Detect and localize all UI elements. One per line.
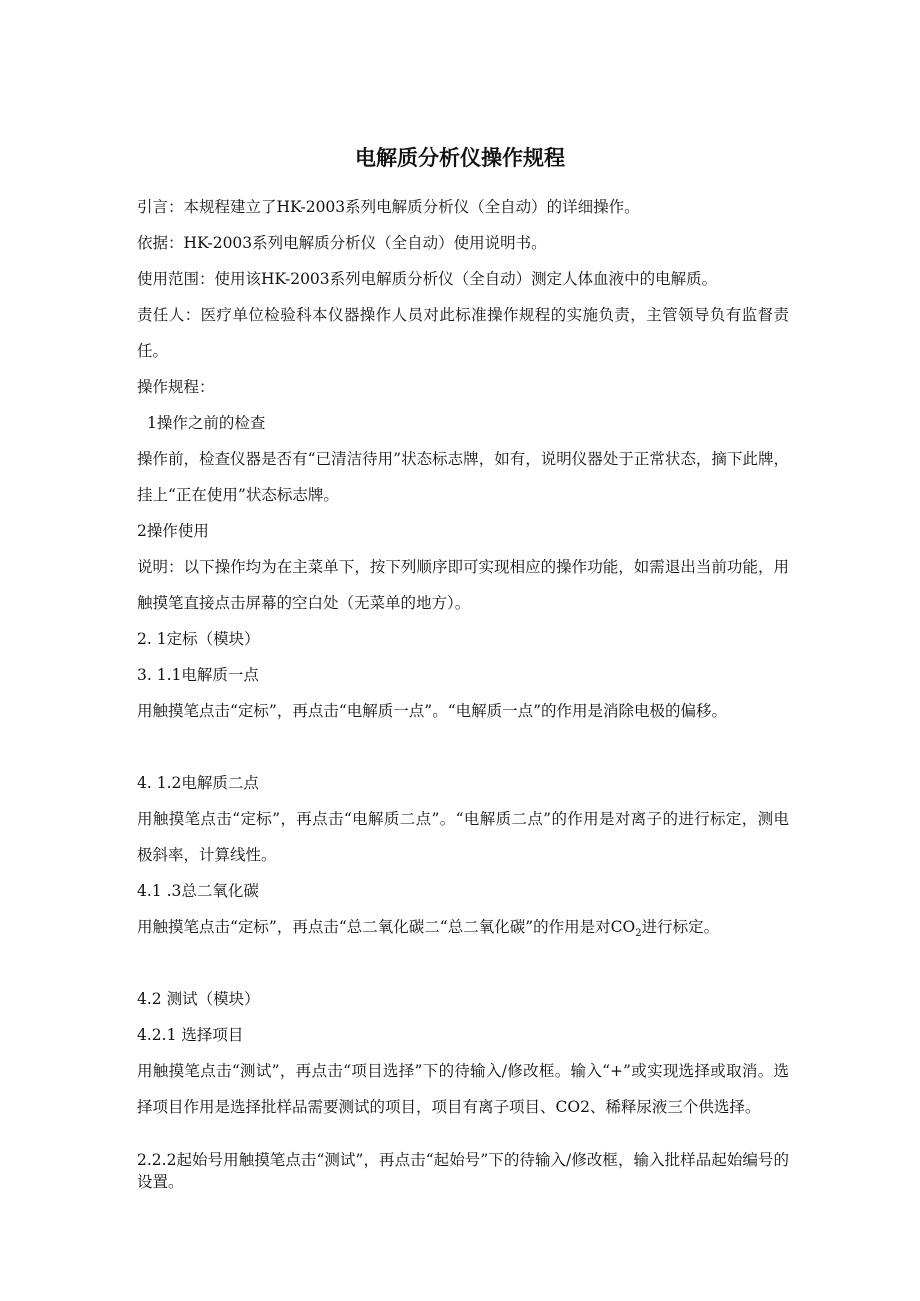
section-2-heading: 2操作使用 xyxy=(137,522,209,540)
section-1-heading: 1操作之前的检查 xyxy=(147,414,266,432)
section-4-2-heading: 4.2 测试（模块） xyxy=(137,990,260,1008)
basis-paragraph: 依据：HK-2003系列电解质分析仪（全自动）使用说明书。 xyxy=(137,234,547,252)
co2-subscript: 2 xyxy=(635,928,642,940)
section-4-1-3-body-end: 进行标定。 xyxy=(641,918,720,936)
section-4-1-2-body: 用触摸笔点击“定标”，再点击“电解质二点”。“电解质二点”的作用是对离子的进行标定，测电极斜率，计算线性。 xyxy=(137,810,789,864)
section-2-1-heading: 2. 1定标（模块） xyxy=(137,630,260,648)
section-4-1-3-body-text: 用触摸笔点击“定标”，再点击“总二氧化碳二“总二氧化碳”的作用是对CO xyxy=(137,918,636,936)
section-3-1-1-heading: 3. 1.1电解质一点 xyxy=(137,666,259,684)
procedure-label: 操作规程： xyxy=(137,378,215,396)
scope-paragraph: 使用范围：使用该HK-2003系列电解质分析仪（全自动）测定人体血液中的电解质。 xyxy=(137,270,718,288)
section-2-2-2-body: 2.2.2起始号用触摸笔点击“测试”，再点击“起始号”下的待输入/修改框，输入批样品起始编号的设置。 xyxy=(137,1151,789,1191)
section-2-body: 说明：以下操作均为在主菜单下，按下列顺序即可实现相应的操作功能，如需退出当前功能，用触摸笔直接点击屏幕的空白处（无菜单的地方）。 xyxy=(137,558,789,612)
page-title: 电解质分析仪操作规程 xyxy=(355,146,565,170)
section-1-body: 操作前，检查仪器是否有“已清洁待用”状态标志牌，如有，说明仪器处于正常状态，摘下此牌，挂上“正在使用”状态标志牌。 xyxy=(137,450,789,504)
section-4-1-3-body xyxy=(137,909,789,945)
section-4-2-1-body: 用触摸笔点击“测试”，再点击“项目选择”下的待输入/修改框。输入“+”或实现选择或取消。选择项目作用是选择批样品需要测试的项目，项目有离子项目、CO2、稀释尿液三个供选择。 xyxy=(137,1062,789,1116)
section-4-2-1-heading: 4.2.1 选择项目 xyxy=(137,1026,244,1044)
section-4-1-3-heading: 4.1 .3总二氧化碳 xyxy=(137,882,259,900)
section-3-1-1-body: 用触摸笔点击“定标”，再点击“电解质一点”。“电解质一点”的作用是消除电极的偏移。 xyxy=(137,702,728,720)
section-4-1-2-heading: 4. 1.2电解质二点 xyxy=(137,774,259,792)
intro-paragraph: 引言：本规程建立了HK-2003系列电解质分析仪（全自动）的详细操作。 xyxy=(137,198,640,216)
responsible-paragraph: 责任人：医疗单位检验科本仪器操作人员对此标准操作规程的实施负责，主管领导负有监督责任。 xyxy=(137,306,789,360)
